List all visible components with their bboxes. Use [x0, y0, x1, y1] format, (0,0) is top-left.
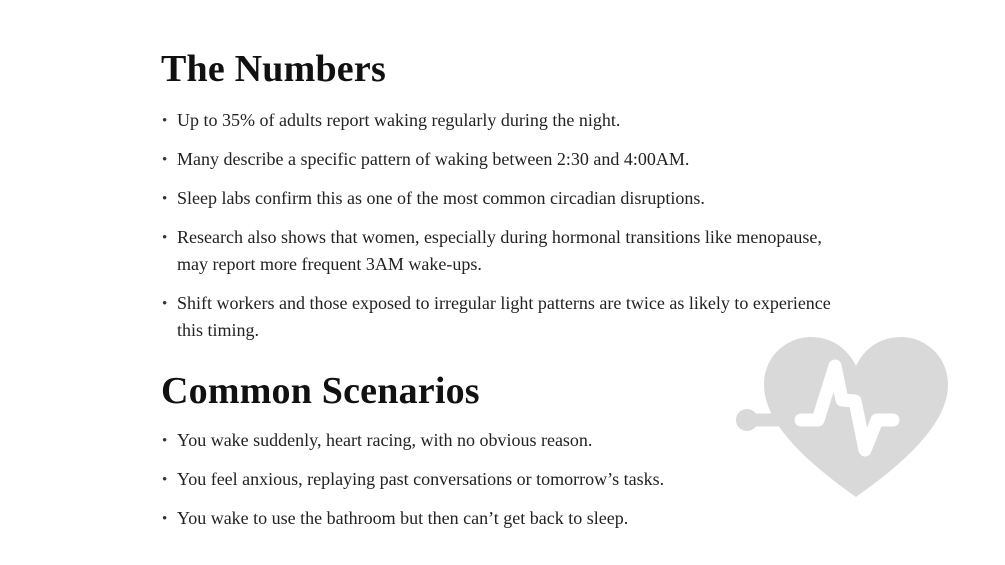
bullet-item: • Research also shows that women, especially during hormonal transitions like menopause, may report more frequent 3AM wake-ups. [161, 224, 851, 278]
bullet-item: • You wake suddenly, heart racing, with no obvious reason. [161, 427, 851, 454]
bullet-item: • You wake to use the bathroom but then can’t get back to sleep. [161, 505, 851, 532]
bullet-item: • Many describe a specific pattern of waking between 2:30 and 4:00AM. [161, 146, 851, 173]
bullet-item: • Up to 35% of adults report waking regularly during the night. [161, 107, 851, 134]
section-heading-common-scenarios: Common Scenarios [161, 369, 480, 412]
bullet-item: • You feel anxious, replaying past conversations or tomorrow’s tasks. [161, 466, 851, 493]
heart-pulse-icon [733, 331, 967, 505]
bullet-item: • Sleep labs confirm this as one of the most common circadian disruptions. [161, 185, 851, 212]
pulse-lead-dot [736, 409, 758, 431]
section-heading-the-numbers: The Numbers [161, 48, 386, 90]
heart-pulse-svg [733, 331, 967, 505]
bullet-list-the-numbers [161, 107, 851, 344]
bullet-item: • Shift workers and those exposed to irregular light patterns are twice as likely to experience this timing. [161, 290, 851, 344]
